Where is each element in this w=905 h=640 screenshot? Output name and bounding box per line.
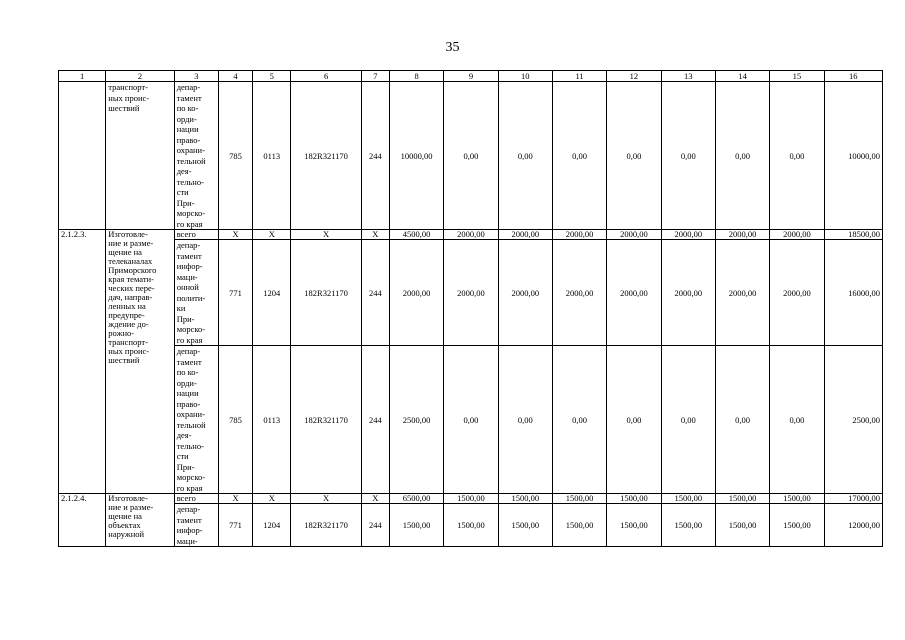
value-cell: 1500,00 (661, 494, 715, 504)
executor-cell: всего (174, 230, 218, 240)
value-cell: 2000,00 (552, 230, 606, 240)
grbs-cell: 785 (218, 346, 252, 494)
text-line: тельной (176, 419, 206, 430)
text-line: морско- (176, 472, 206, 482)
text-line: инфор- (176, 525, 203, 535)
text-line: ние и разме- (108, 502, 154, 512)
vr-cell: X (361, 230, 389, 240)
text-line: депар- (176, 504, 201, 514)
csr-cell: 182R321170 (291, 504, 361, 547)
value-cell: 2000,00 (661, 240, 715, 346)
value-cell: 2000,00 (607, 240, 661, 346)
value-cell: 1500,00 (715, 494, 769, 504)
column-header: 16 (824, 71, 882, 82)
value-cell: 0,00 (498, 346, 552, 494)
text-line: ных проис- (108, 92, 150, 103)
text-line: дея- (176, 430, 192, 440)
text-line: тамент (176, 514, 202, 525)
text-line: тамент (176, 250, 202, 261)
total-value-cell: 18500,00 (824, 230, 882, 240)
value-cell: 0,00 (770, 346, 824, 494)
text-line: сти (176, 187, 189, 197)
text-line: депар- (176, 82, 201, 92)
value-cell: 1500,00 (444, 494, 498, 504)
column-header: 13 (661, 71, 715, 82)
csr-cell: X (291, 230, 361, 240)
text-line: Изготовле- (108, 493, 148, 503)
vr-cell: 244 (361, 82, 389, 230)
text-line: При- (176, 197, 195, 208)
text-line: тамент (176, 92, 202, 103)
text-line: маци- (176, 535, 198, 546)
csr-cell: 182R321170 (291, 240, 361, 346)
vr-cell: X (361, 494, 389, 504)
text-line: ческих пере- (108, 283, 155, 293)
value-cell: 2000,00 (770, 240, 824, 346)
text-line: Изготовле- (108, 229, 148, 239)
text-line: дея- (176, 166, 192, 176)
activity-name-cell (106, 82, 174, 230)
table-row-total (59, 230, 883, 240)
total-value-cell: 16000,00 (824, 240, 882, 346)
value-cell: 1500,00 (498, 504, 552, 547)
value-cell: 2000,00 (444, 240, 498, 346)
value-cell: 1500,00 (715, 504, 769, 547)
text-line: депар- (176, 240, 201, 250)
row-code-cell: 2.1.2.4. (59, 494, 106, 547)
table-row (59, 346, 883, 494)
value-cell: 10000,00 (389, 82, 443, 230)
text-line: рожно- (108, 328, 135, 338)
text-line: транспорт- (108, 337, 148, 347)
csr-cell: 182R321170 (291, 346, 361, 494)
grbs-cell: 771 (218, 240, 252, 346)
grbs-cell: X (218, 230, 252, 240)
text-line: При- (176, 313, 195, 324)
text-line: ждение до- (108, 319, 149, 329)
text-line: тельно- (176, 176, 204, 187)
text-line: охрани- (176, 145, 205, 155)
value-cell: 2000,00 (607, 230, 661, 240)
text-line: дач, направ- (108, 292, 153, 302)
vr-cell: 244 (361, 504, 389, 547)
rzpr-cell: 1204 (253, 504, 291, 547)
text-line: полити- (176, 292, 206, 303)
value-cell: 2000,00 (661, 230, 715, 240)
total-value-cell: 12000,00 (824, 504, 882, 547)
text-line: по ко- (176, 367, 199, 377)
column-header: 8 (389, 71, 443, 82)
value-cell: 4500,00 (389, 230, 443, 240)
column-header: 5 (253, 71, 291, 82)
text-line: щение на (108, 247, 142, 257)
text-line: объектах (108, 520, 141, 530)
value-cell: 1500,00 (770, 504, 824, 547)
rzpr-cell: 0113 (253, 82, 291, 230)
table-row (59, 82, 883, 230)
value-cell: 0,00 (607, 82, 661, 230)
text-line: онной (176, 282, 199, 292)
text-line: тельной (176, 155, 206, 166)
value-cell: 0,00 (444, 82, 498, 230)
vr-cell: 244 (361, 346, 389, 494)
value-cell: 0,00 (444, 346, 498, 494)
value-cell: 0,00 (715, 346, 769, 494)
text-line: тельно- (176, 440, 204, 451)
column-header: 11 (552, 71, 606, 82)
text-line: шествий (108, 103, 140, 113)
value-cell: 1500,00 (444, 504, 498, 547)
column-header: 2 (106, 71, 174, 82)
value-cell: 2000,00 (715, 240, 769, 346)
text-line: право- (176, 398, 201, 409)
csr-cell: 182R321170 (291, 82, 361, 230)
text-line: ние и разме- (108, 238, 154, 248)
text-line: нации (176, 388, 199, 398)
text-line: сти (176, 451, 189, 461)
value-cell: 0,00 (607, 346, 661, 494)
text-line: по ко- (176, 103, 199, 113)
column-header: 6 (291, 71, 361, 82)
text-line: щение на (108, 511, 142, 521)
value-cell: 2000,00 (770, 230, 824, 240)
text-line: инфор- (176, 261, 203, 271)
vr-cell: 244 (361, 240, 389, 346)
table-row-total (59, 494, 883, 504)
rzpr-cell: 0113 (253, 346, 291, 494)
value-cell: 0,00 (661, 82, 715, 230)
column-header: 1 (59, 71, 106, 82)
value-cell: 1500,00 (607, 494, 661, 504)
rzpr-cell: 1204 (253, 240, 291, 346)
text-line: ных проис- (108, 346, 150, 356)
text-line: тамент (176, 356, 202, 367)
text-line: ки (176, 303, 186, 313)
executor-cell (174, 82, 218, 230)
column-header: 7 (361, 71, 389, 82)
text-line: депар- (176, 346, 201, 356)
text-line: морско- (176, 208, 206, 218)
executor-cell (174, 504, 218, 547)
activity-name-cell (106, 230, 174, 494)
row-code-cell: 2.1.2.3. (59, 230, 106, 494)
text-line: ленных на (108, 301, 146, 311)
grbs-cell: 771 (218, 504, 252, 547)
text-line: охрани- (176, 409, 205, 419)
text-line: При- (176, 461, 195, 472)
column-header: 14 (715, 71, 769, 82)
value-cell: 0,00 (552, 82, 606, 230)
text-line: телеканалах (108, 256, 153, 266)
value-cell: 0,00 (552, 346, 606, 494)
rzpr-cell: X (253, 494, 291, 504)
value-cell: 2000,00 (552, 240, 606, 346)
value-cell: 0,00 (715, 82, 769, 230)
executor-cell (174, 240, 218, 346)
value-cell: 0,00 (661, 346, 715, 494)
total-value-cell: 2500,00 (824, 346, 882, 494)
rzpr-cell: X (253, 230, 291, 240)
executor-cell: всего (174, 494, 218, 504)
text-line: транспорт- (108, 82, 148, 92)
text-line: наружной (108, 529, 145, 539)
text-line: Приморского (108, 265, 157, 275)
text-line: края темати- (108, 274, 154, 284)
row-code-cell (59, 82, 106, 230)
value-cell: 2000,00 (389, 240, 443, 346)
text-line: морско- (176, 324, 206, 334)
text-line: орди- (176, 113, 197, 124)
grbs-cell: 785 (218, 82, 252, 230)
value-cell: 1500,00 (552, 504, 606, 547)
text-line: право- (176, 134, 201, 145)
activity-name-cell (106, 494, 174, 547)
column-number-row (59, 71, 883, 82)
csr-cell: X (291, 494, 361, 504)
total-value-cell: 10000,00 (824, 82, 882, 230)
table-row (59, 240, 883, 346)
value-cell: 2000,00 (715, 230, 769, 240)
value-cell: 1500,00 (552, 494, 606, 504)
value-cell: 2500,00 (389, 346, 443, 494)
value-cell: 1500,00 (498, 494, 552, 504)
grbs-cell: X (218, 494, 252, 504)
text-line: орди- (176, 377, 197, 388)
page-number: 35 (445, 40, 460, 55)
column-header: 9 (444, 71, 498, 82)
value-cell: 1500,00 (770, 494, 824, 504)
executor-cell (174, 346, 218, 494)
text-line: предупре- (108, 310, 145, 320)
text-line: нации (176, 124, 199, 134)
budget-table (58, 70, 883, 547)
value-cell: 1500,00 (389, 504, 443, 547)
value-cell: 2000,00 (498, 230, 552, 240)
text-line: го края (176, 334, 203, 345)
value-cell: 6500,00 (389, 494, 443, 504)
total-value-cell: 17000,00 (824, 494, 882, 504)
table-row (59, 504, 883, 547)
column-header: 4 (218, 71, 252, 82)
value-cell: 2000,00 (444, 230, 498, 240)
value-cell: 2000,00 (498, 240, 552, 346)
value-cell: 1500,00 (661, 504, 715, 547)
value-cell: 0,00 (770, 82, 824, 230)
column-header: 15 (770, 71, 824, 82)
column-header: 3 (174, 71, 218, 82)
text-line: го края (176, 218, 203, 229)
text-line: шествий (108, 355, 140, 365)
text-line: го края (176, 482, 203, 493)
text-line: маци- (176, 271, 198, 282)
column-header: 12 (607, 71, 661, 82)
value-cell: 1500,00 (607, 504, 661, 547)
column-header: 10 (498, 71, 552, 82)
value-cell: 0,00 (498, 82, 552, 230)
